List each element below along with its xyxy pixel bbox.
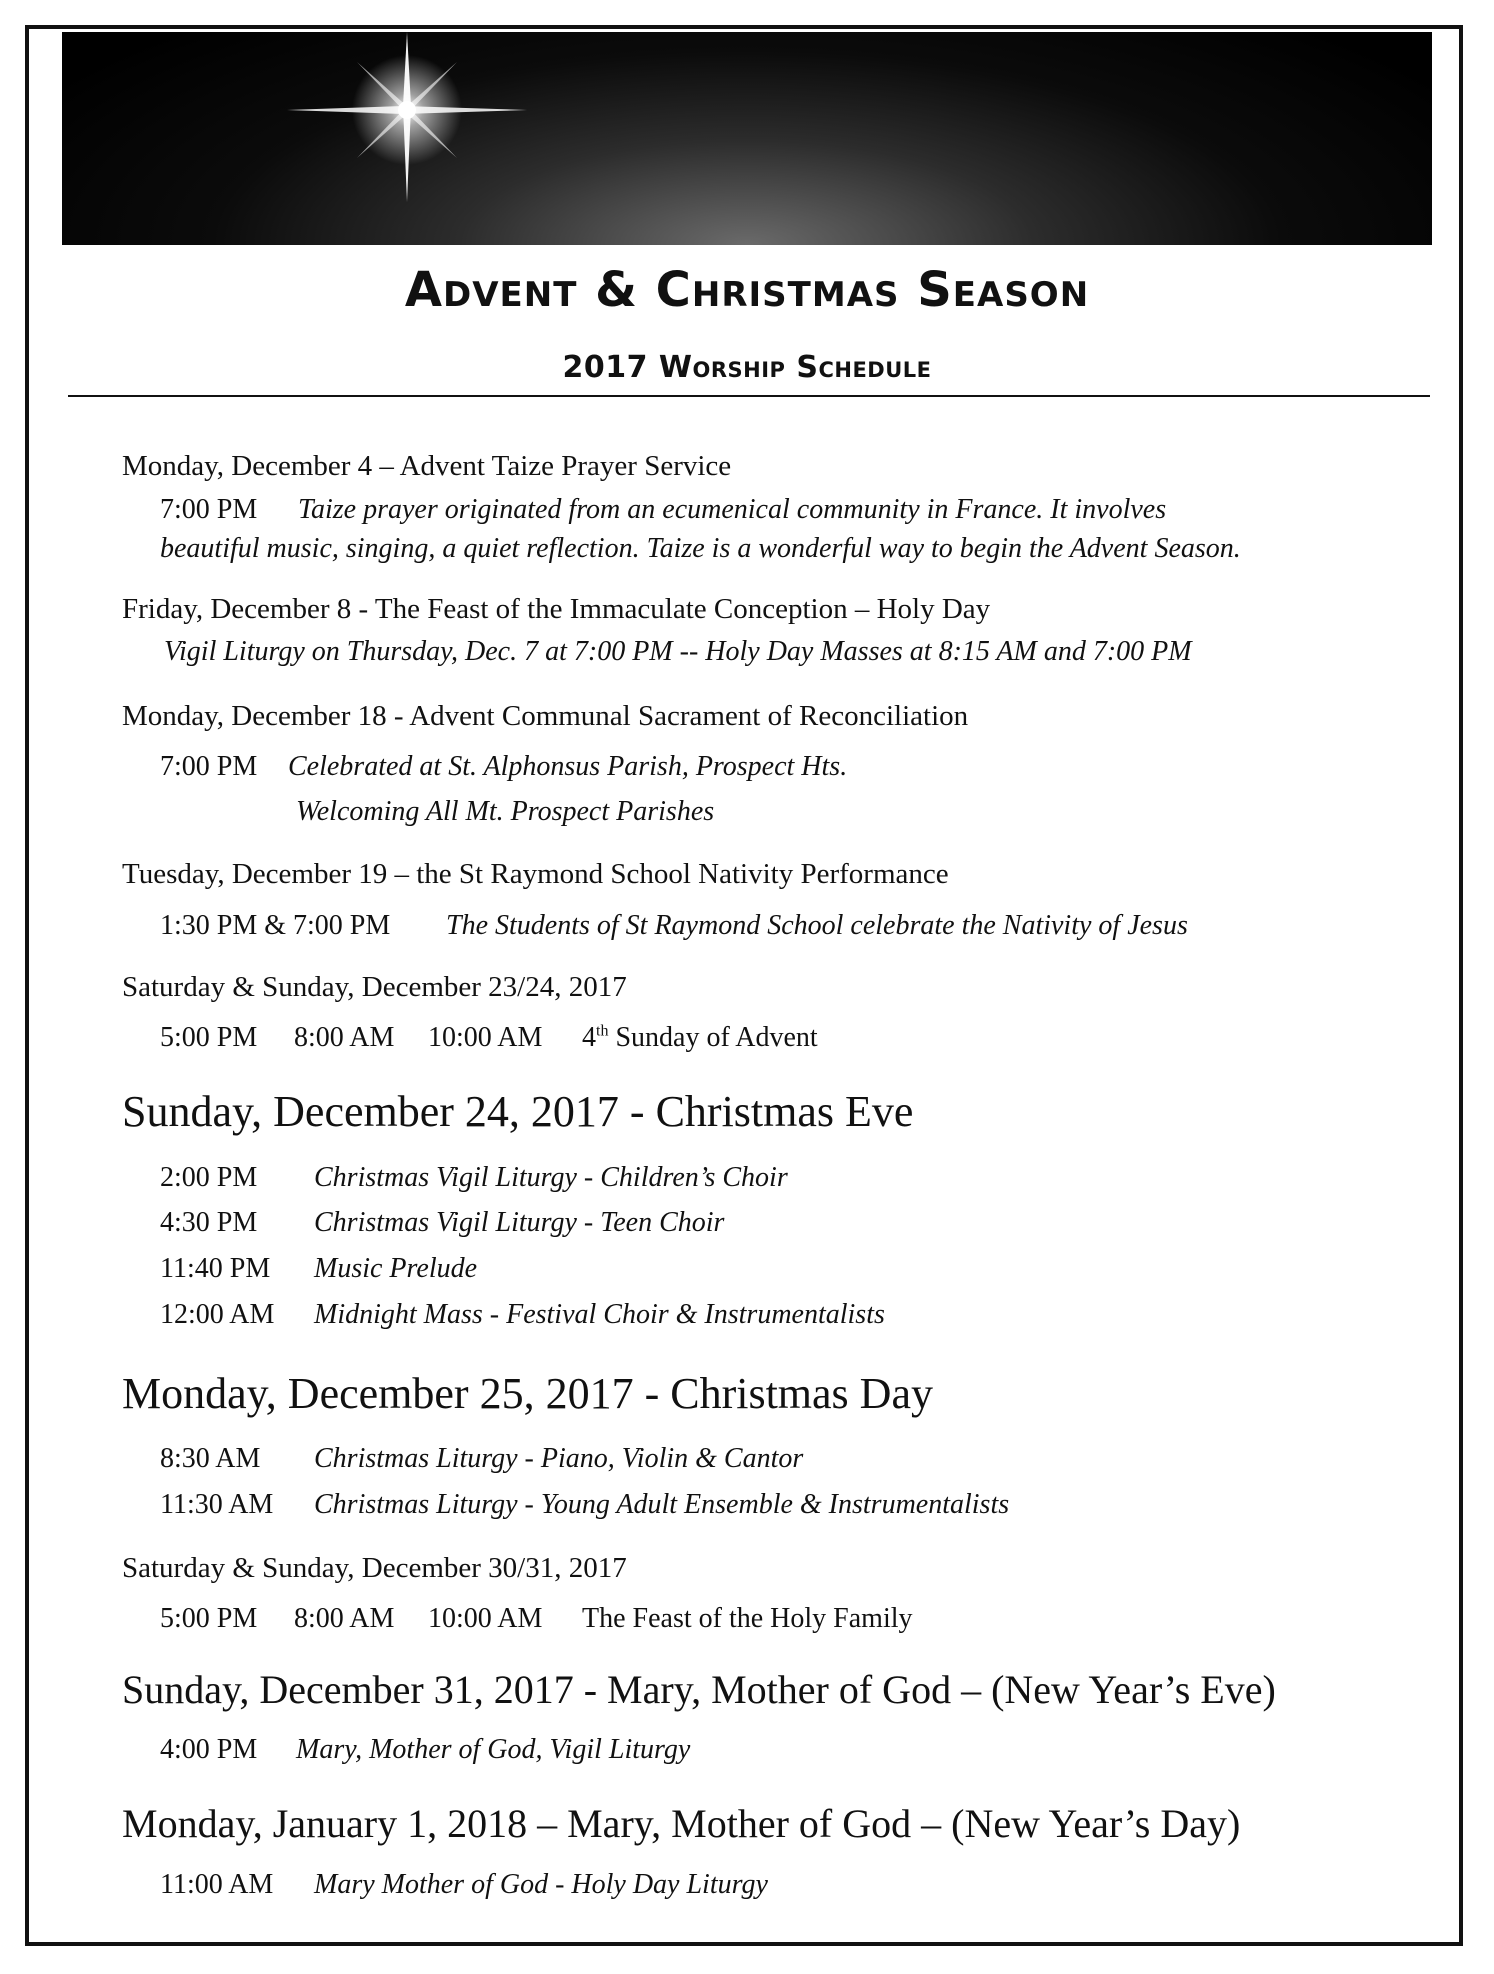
- event-time-reconciliation: 7:00 PM: [160, 751, 258, 782]
- event-time-holy-family-3: 10:00 AM: [428, 1603, 543, 1634]
- event-desc-new-years-eve: Mary, Mother of God, Vigil Liturgy: [296, 1734, 691, 1765]
- star-banner-image: [62, 32, 1432, 245]
- event-desc-new-years-day: Mary Mother of God - Holy Day Liturgy: [314, 1869, 768, 1900]
- event-time-christmas-eve-2: 4:30 PM: [160, 1207, 258, 1238]
- event-time-christmas-day-1: 8:30 AM: [160, 1443, 261, 1474]
- event-heading-christmas-eve: Sunday, December 24, 2017 - Christmas Eve: [122, 1087, 914, 1136]
- event-time-new-years-day: 11:00 AM: [160, 1869, 274, 1900]
- event-heading-holy-family: Saturday & Sunday, December 30/31, 2017: [122, 1552, 627, 1584]
- event-label-advent4-rest: Sunday of Advent: [608, 1022, 818, 1053]
- event-desc-taize-1: Taize prayer originated from an ecumenical community in France. It involves: [298, 494, 1167, 525]
- event-heading-advent4: Saturday & Sunday, December 23/24, 2017: [122, 971, 627, 1003]
- event-heading-new-years-day: Monday, January 1, 2018 – Mary, Mother of God – (New Year’s Day): [122, 1801, 1241, 1846]
- page-title: Advent & Christmas Season: [404, 262, 1090, 318]
- event-desc-taize-2: beautiful music, singing, a quiet reflection. Taize is a wonderful way to begin the Advent Season.: [160, 533, 1241, 564]
- event-desc-christmas-day-2: Christmas Liturgy - Young Adult Ensemble & Instrumentalists: [314, 1489, 1010, 1520]
- star-icon: [62, 32, 1432, 245]
- event-time-holy-family-1: 5:00 PM: [160, 1603, 258, 1634]
- page-subtitle: 2017 Worship Schedule: [562, 350, 932, 385]
- event-time-advent4-3: 10:00 AM: [428, 1022, 543, 1053]
- event-time-christmas-eve-1: 2:00 PM: [160, 1162, 258, 1193]
- event-heading-new-years-eve: Sunday, December 31, 2017 - Mary, Mother of God – (New Year’s Eve): [122, 1667, 1276, 1712]
- event-desc-reconciliation-2: Welcoming All Mt. Prospect Parishes: [296, 796, 715, 827]
- event-heading-nativity: Tuesday, December 19 – the St Raymond School Nativity Performance: [122, 858, 949, 890]
- event-label-advent4: [582, 1022, 818, 1054]
- event-label-advent4-num: 4: [582, 1022, 596, 1053]
- event-heading-taize: Monday, December 4 – Advent Taize Prayer Service: [122, 450, 732, 482]
- event-heading-reconciliation: Monday, December 18 - Advent Communal Sacrament of Reconciliation: [122, 700, 969, 732]
- event-time-nativity: 1:30 PM & 7:00 PM: [160, 910, 391, 941]
- event-desc-christmas-eve-1: Christmas Vigil Liturgy - Children’s Choir: [314, 1162, 788, 1193]
- event-time-christmas-eve-4: 12:00 AM: [160, 1299, 275, 1330]
- event-time-new-years-eve: 4:00 PM: [160, 1734, 258, 1765]
- event-desc-christmas-eve-4: Midnight Mass - Festival Choir & Instrumentalists: [314, 1299, 885, 1330]
- event-desc-christmas-day-1: Christmas Liturgy - Piano, Violin & Cantor: [314, 1443, 804, 1474]
- event-time-christmas-day-2: 11:30 AM: [160, 1489, 274, 1520]
- event-heading-immaculate: Friday, December 8 - The Feast of the Immaculate Conception – Holy Day: [122, 593, 991, 625]
- event-time-christmas-eve-3: 11:40 PM: [160, 1253, 271, 1284]
- event-time-holy-family-2: 8:00 AM: [294, 1603, 395, 1634]
- event-desc-reconciliation-1: Celebrated at St. Alphonsus Parish, Prospect Hts.: [288, 751, 848, 782]
- event-time-advent4-2: 8:00 AM: [294, 1022, 395, 1053]
- event-desc-christmas-eve-3: Music Prelude: [314, 1253, 478, 1284]
- event-desc-christmas-eve-2: Christmas Vigil Liturgy - Teen Choir: [314, 1207, 725, 1238]
- event-label-advent4-sup: th: [596, 1022, 609, 1040]
- event-time-advent4-1: 5:00 PM: [160, 1022, 258, 1053]
- event-desc-nativity: The Students of St Raymond School celebrate the Nativity of Jesus: [446, 910, 1188, 941]
- event-time-taize: 7:00 PM: [160, 494, 258, 525]
- title-divider: [68, 395, 1430, 397]
- event-label-holy-family: The Feast of the Holy Family: [582, 1603, 913, 1634]
- event-desc-immaculate: Vigil Liturgy on Thursday, Dec. 7 at 7:00 PM -- Holy Day Masses at 8:15 AM and 7:00 PM: [164, 636, 1192, 667]
- event-heading-christmas-day: Monday, December 25, 2017 - Christmas Day: [122, 1369, 933, 1418]
